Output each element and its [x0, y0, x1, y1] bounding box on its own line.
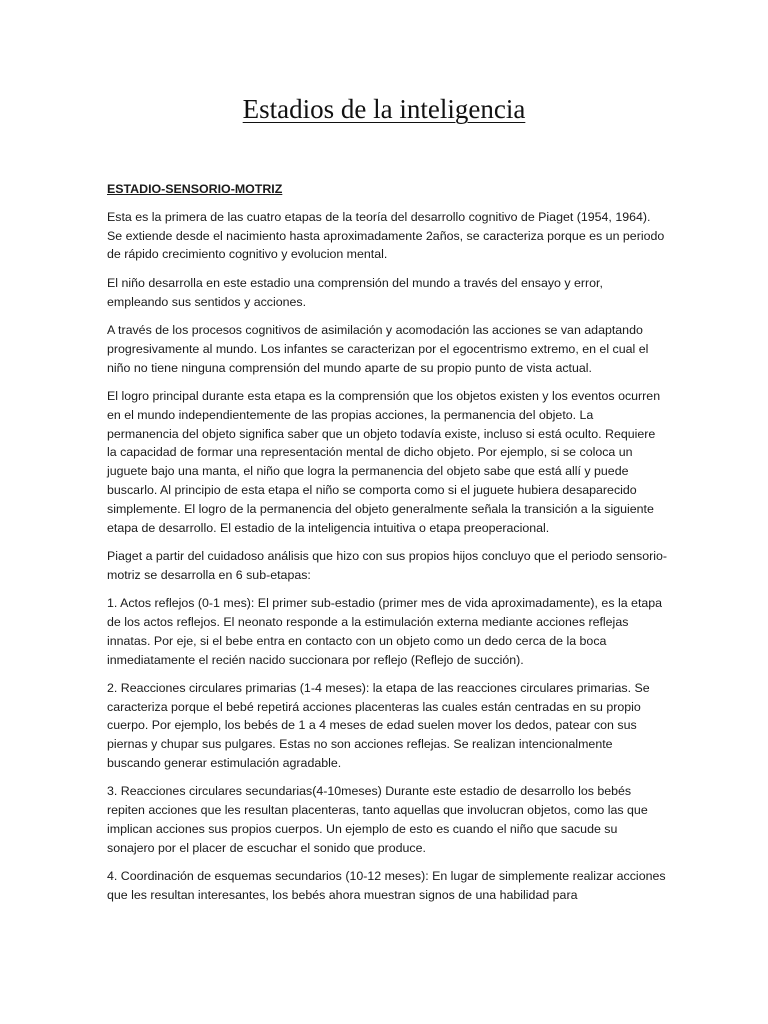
section-heading: ESTADIO-SENSORIO-MOTRIZ: [107, 182, 283, 196]
stage-item-2: 2. Reacciones circulares primarias (1-4 meses): la etapa de las reacciones circulares primarias. Se caracteriza porque el bebé repetirá acciones placenteras las cuales están centradas en su propio cuerpo. Por ejemplo, los bebés de 1 a 4 meses de edad suelen mover los dedos, patear con sus piernas y chupar sus pulgares. Estas no son acciones reflejas. Se realizan intencionalmente buscando generar estimulación agradable.: [107, 680, 650, 771]
paragraph-object-permanence: El logro principal durante esta etapa es la comprensión que los objetos existen y los eventos ocurren en el mundo independientemente de las propias acciones, la permanencia del objeto. La permanencia del objeto significa saber que un objeto todavía existe, incluso si está oculto. Requiere la capacidad de formar una representación mental de dicho objeto. Por ejemplo, si se coloca un juguete bajo una manta, el niño que logra la permanencia del objeto sabe que está allí y puede buscarlo. Al principio de esta etapa el niño se comporta como si el juguete hubiera desaparecido simplemente. El logro de la permanencia del objeto generalmente señala la transición a la siguiente etapa de desarrollo. El estadio de la inteligencia intuitiva o etapa preoperacional.: [107, 388, 661, 535]
stage-item-3: 3. Reacciones circulares secundarias(4-10meses) Durante este estadio de desarrollo los bebés repiten acciones que les resultan placenteras, tanto aquellas que involucran objetos, como las que implican acciones sus propios cuerpos. Un ejemplo de esto es cuando el niño que sacude su sonajero por el placer de escuchar el sonido que produce.: [107, 784, 648, 855]
paragraph-sub-stages-intro: Piaget a partir del cuidadoso análisis que hizo con sus propios hijos concluyo que el periodo sensorio-motriz se desarrolla en 6 sub-etapas:: [107, 548, 667, 582]
document-title: Estadios de la inteligencia: [242, 94, 526, 124]
paragraph-assimilation: A través de los procesos cognitivos de asimilación y acomodación las acciones se van adaptando progresivamente al mundo. Los infantes se caracterizan por el egocentrismo extremo, en el cual el niño no tiene ninguna comprensión del mundo aparte de su propio punto de vista actual.: [107, 322, 649, 375]
stage-item-4: 4. Coordinación de esquemas secundarios (10-12 meses): En lugar de simplemente realizar acciones que les resultan interesantes, los bebés ahora muestran signos de una habilidad para: [107, 869, 666, 903]
paragraph-trial-error: El niño desarrolla en este estadio una comprensión del mundo a través del ensayo y error, empleando sus sentidos y acciones.: [107, 275, 603, 309]
paragraph-intro: Esta es la primera de las cuatro etapas de la teoría del desarrollo cognitivo de Piaget (1954, 1964). Se extiende desde el nacimiento hasta aproximadamente 2años, se caracteriza porque es un periodo de rápido crecimiento cognitivo y evolucion mental.: [107, 209, 665, 262]
document-body: [107, 180, 667, 914]
stage-item-1: 1. Actos reflejos (0-1 mes): El primer sub-estadio (primer mes de vida aproximadamente), es la etapa de los actos reflejos. El neonato responde a la estimulación externa mediante acciones reflejas innatas. Por eje, si el bebe entra en contacto con un objeto como un dedo cerca de la boca inmediatamente el recién nacido succionara por reflejo (Reflejo de succión).: [107, 596, 663, 667]
